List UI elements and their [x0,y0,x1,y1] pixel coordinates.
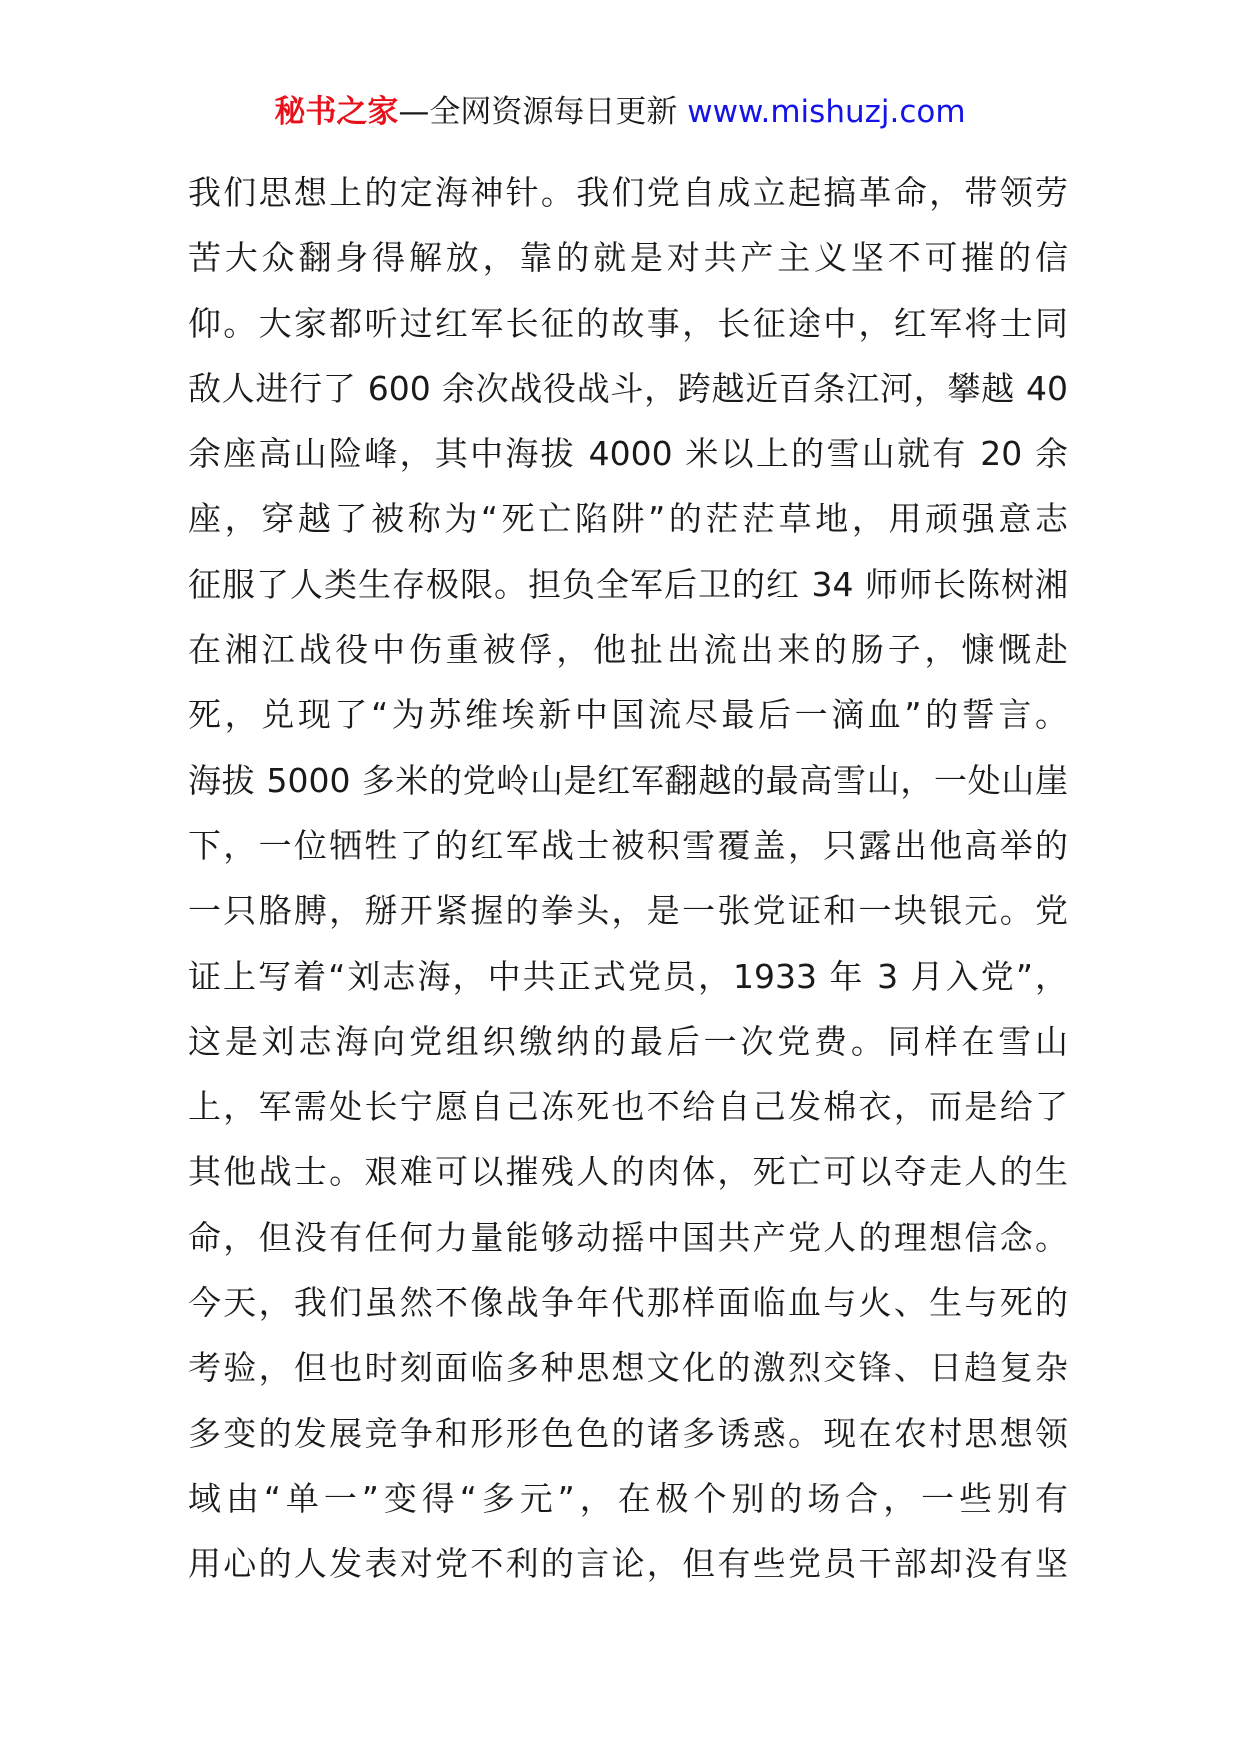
text-line: 海拔 5000 多米的党岭山是红军翻越的最高雪山，一处山崖 [188,760,1068,800]
text-line: 死，兑现了“为苏维埃新中国流尽最后一滴血”的誓言。 [188,695,1068,735]
text-line: 座，穿越了被称为“死亡陷阱”的茫茫草地，用顽强意志 [188,499,1068,539]
text-line: 域由“单一”变得“多元”，在极个别的场合，一些别有 [188,1478,1068,1518]
text-line: 征服了人类生存极限。担负全军后卫的红 34 师师长陈树湘 [188,564,1068,604]
text-line: 多变的发展竞争和形形色色的诸多诱惑。现在农村思想领 [188,1413,1068,1453]
site-slogan: —全网资源每日更新 [398,94,678,130]
text-line: 考验，但也时刻面临多种思想文化的激烈交锋、日趋复杂 [188,1348,1068,1388]
document-body [188,160,1068,1597]
text-line: 证上写着“刘志海，中共正式党员，1933 年 3 月入党”， [188,956,1068,996]
text-line: 苦大众翻身得解放，靠的就是对共产主义坚不可摧的信 [188,238,1068,278]
text-line: 余座高山险峰，其中海拔 4000 米以上的雪山就有 20 余 [188,434,1068,474]
text-line: 在湘江战役中伤重被俘，他扯出流出来的肠子，慷慨赴 [188,630,1068,670]
text-line: 下，一位牺牲了的红军战士被积雪覆盖，只露出他高举的 [188,825,1068,865]
text-line: 我们思想上的定海神针。我们党自成立起搞革命，带领劳 [188,173,1068,212]
text-line: 仰。大家都听过红军长征的故事，长征途中，红军将士同 [188,303,1068,343]
text-line: 命，但没有任何力量能够动摇中国共产党人的理想信念。 [188,1217,1068,1257]
site-url-link[interactable]: www.mishuzj.com [687,94,966,130]
text-line: 今天，我们虽然不像战争年代那样面临血与火、生与死的 [188,1283,1068,1323]
text-line: 敌人进行了 600 余次战役战斗，跨越近百条江河，攀越 40 [188,368,1068,408]
text-line: 一只胳膊，掰开紧握的拳头，是一张党证和一块银元。党 [188,891,1068,931]
text-line: 其他战士。艰难可以摧残人的肉体，死亡可以夺走人的生 [188,1152,1068,1192]
text-line: 用心的人发表对党不利的言论，但有些党员干部却没有坚 [188,1544,1068,1584]
text-line: 上，军需处长宁愿自己冻死也不给自己发棉衣，而是给了 [188,1087,1068,1127]
site-brand: 秘书之家 [274,94,399,130]
text-line: 这是刘志海向党组织缴纳的最后一次党费。同样在雪山 [188,1021,1068,1061]
page-header [0,92,1240,132]
